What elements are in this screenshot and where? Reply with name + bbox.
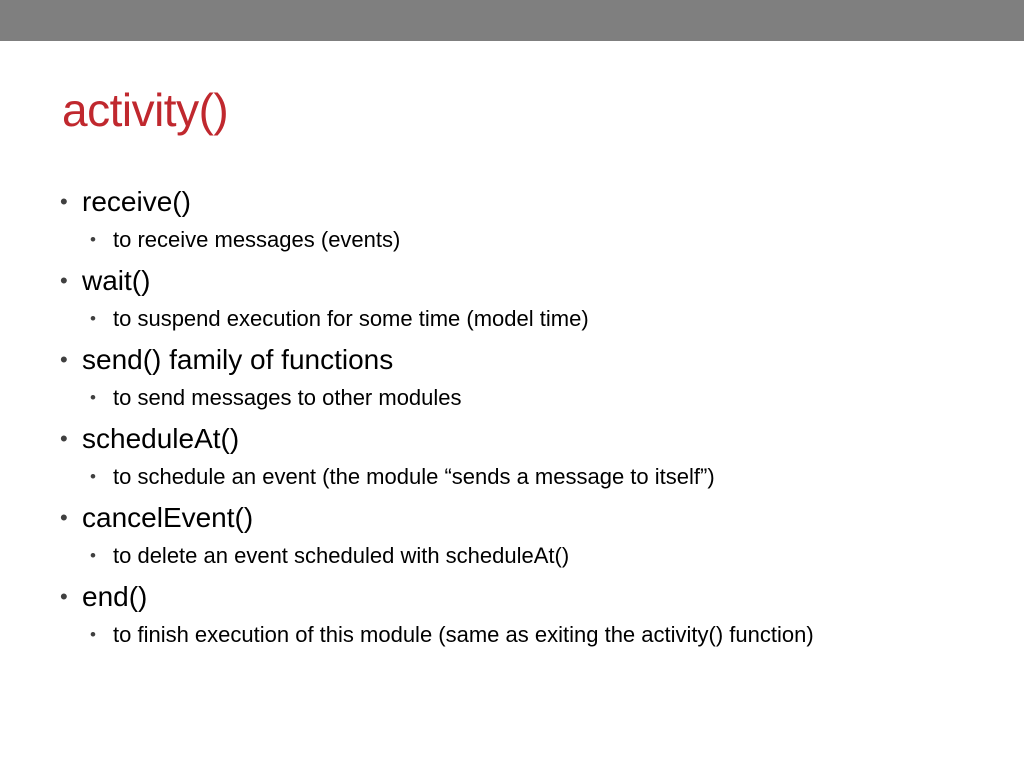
bullet-item-wait xyxy=(60,265,960,333)
sub-bullet-dot-icon: • xyxy=(90,546,96,565)
sub-bullet-list xyxy=(82,225,960,254)
sub-bullet-text: to finish execution of this module (same as exiting the activity() function) xyxy=(113,622,814,647)
sub-bullet-list xyxy=(82,383,960,412)
sub-bullet-text: to send messages to other modules xyxy=(113,385,462,410)
sub-bullet-dot-icon: • xyxy=(90,625,96,644)
bullet-dot-icon: • xyxy=(60,505,68,530)
sub-bullet-text: to schedule an event (the module “sends a message to itself”) xyxy=(113,464,715,489)
sub-bullet-list xyxy=(82,304,960,333)
sub-bullet-item xyxy=(90,620,960,649)
bullet-item-receive xyxy=(60,186,960,254)
bullet-dot-icon: • xyxy=(60,426,68,451)
sub-bullet-item xyxy=(90,462,960,491)
bullet-dot-icon: • xyxy=(60,268,68,293)
top-bar xyxy=(0,0,1024,41)
bullet-item-end xyxy=(60,581,960,649)
bullet-item-send xyxy=(60,344,960,412)
bullet-label: wait() xyxy=(82,265,151,296)
bullet-label: send() family of functions xyxy=(82,344,394,375)
sub-bullet-list xyxy=(82,620,960,649)
bullet-dot-icon: • xyxy=(60,584,68,609)
bullet-dot-icon: • xyxy=(60,189,68,214)
sub-bullet-text: to receive messages (events) xyxy=(113,227,401,252)
bullet-dot-icon: • xyxy=(60,347,68,372)
bullet-label: scheduleAt() xyxy=(82,423,240,454)
sub-bullet-item xyxy=(90,304,960,333)
sub-bullet-text: to suspend execution for some time (model time) xyxy=(113,306,589,331)
bullet-label: end() xyxy=(82,581,148,612)
sub-bullet-dot-icon: • xyxy=(90,388,96,407)
sub-bullet-text: to delete an event scheduled with scheduleAt() xyxy=(113,543,570,568)
slide-title: activity() xyxy=(62,84,229,136)
sub-bullet-item xyxy=(90,225,960,254)
sub-bullet-dot-icon: • xyxy=(90,467,96,486)
bullet-item-scheduleat xyxy=(60,423,960,491)
bullet-list xyxy=(60,186,960,649)
sub-bullet-dot-icon: • xyxy=(90,230,96,249)
sub-bullet-item xyxy=(90,541,960,570)
sub-bullet-list xyxy=(82,462,960,491)
sub-bullet-dot-icon: • xyxy=(90,309,96,328)
bullet-item-cancelevent xyxy=(60,502,960,570)
sub-bullet-item xyxy=(90,383,960,412)
bullet-label: cancelEvent() xyxy=(82,502,254,533)
sub-bullet-list xyxy=(82,541,960,570)
bullet-label: receive() xyxy=(82,186,191,217)
